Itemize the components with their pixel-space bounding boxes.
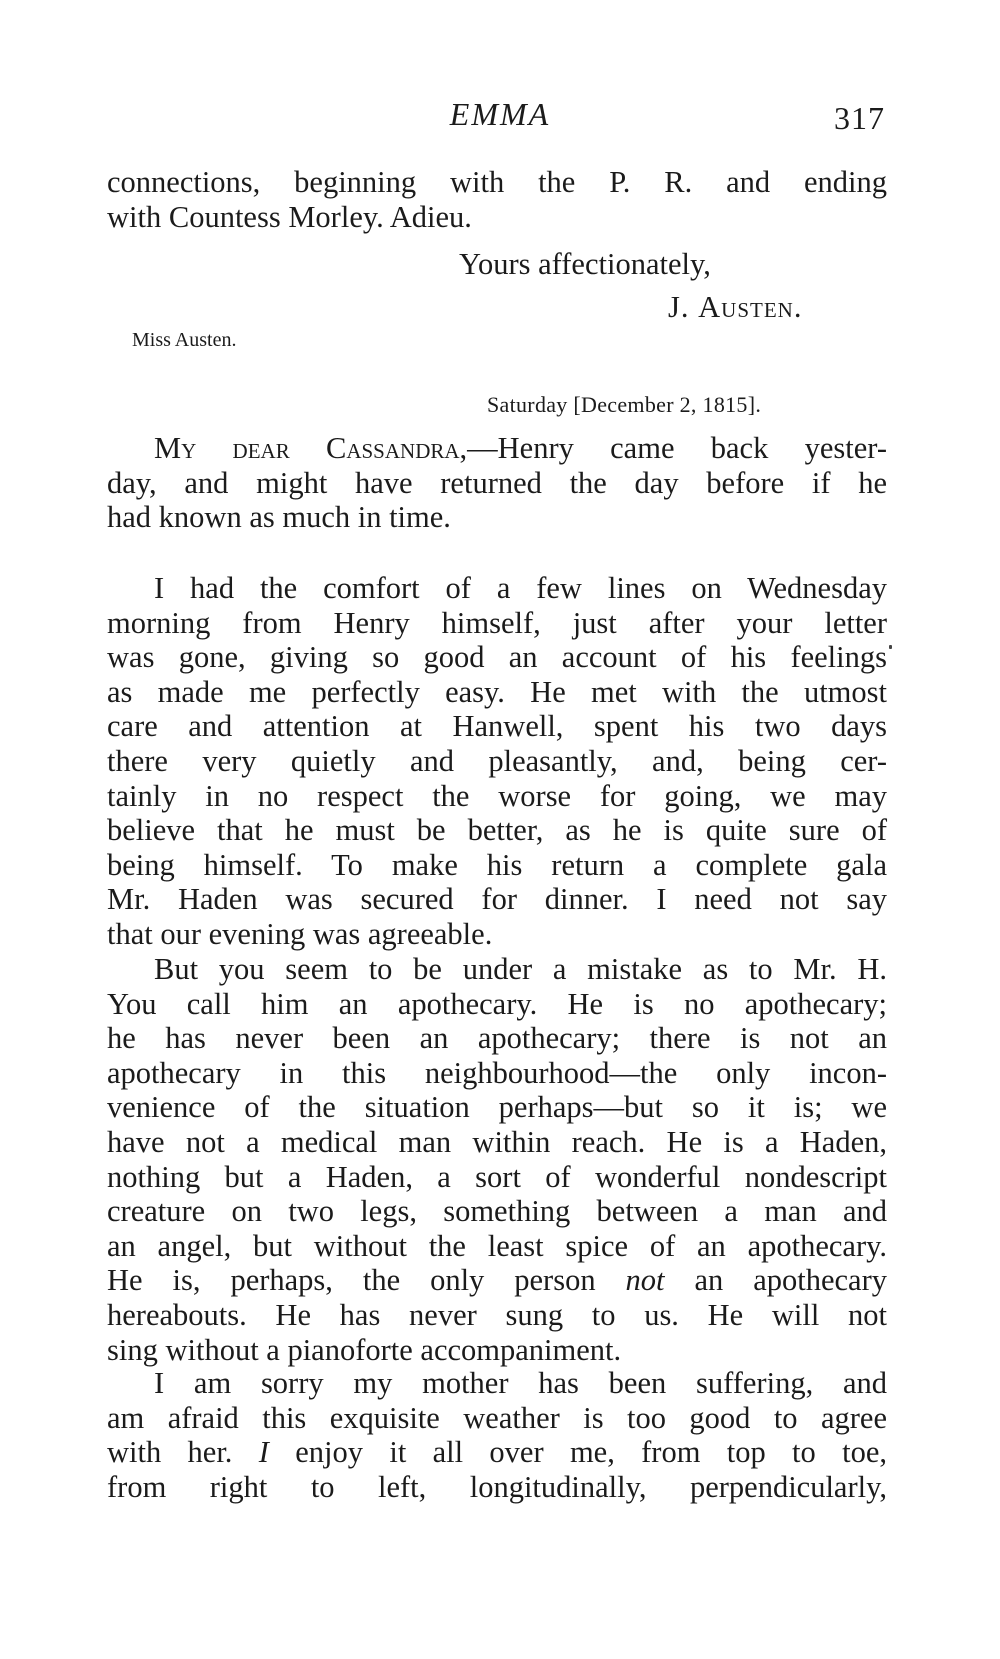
text-line: believe that he must be better, as he is quite sure of xyxy=(107,813,887,848)
text-line: as made me perfectly easy. He met with the utmost xyxy=(107,674,887,709)
text-line: from right to left, longitudinally, perpendicularly, xyxy=(107,1469,887,1504)
text-line: care and attention at Hanwell, spent his two days xyxy=(107,709,887,744)
text-fragment: an apothecary xyxy=(664,1263,887,1298)
salutation: My dear Cassandra, xyxy=(154,431,468,465)
text-line: But you seem to be under a mistake as to Mr. H. xyxy=(154,952,887,986)
text-line: nothing but a Haden, a sort of wonderful nondescript xyxy=(107,1159,887,1194)
text-fragment: He is, perhaps, the only person xyxy=(107,1263,626,1298)
letter2-paragraph-3 xyxy=(107,952,887,1367)
letter2-paragraph-1 xyxy=(107,431,887,535)
text-line: he has never been an apothecary; there is not an xyxy=(107,1021,887,1056)
letter2-paragraph-2 xyxy=(107,571,887,952)
print-speck xyxy=(889,645,892,649)
text-line: had known as much in time. xyxy=(107,500,451,535)
italic-emphasis: not xyxy=(625,1263,665,1298)
text-line: You call him an apothecary. He is no apothecary; xyxy=(107,986,887,1021)
text-line: an angel, but without the least spice of an apothecary. xyxy=(107,1228,887,1263)
letter-signature xyxy=(668,290,802,325)
letter-dateline: Saturday [December 2, 1815]. xyxy=(487,392,762,417)
text-line: creature on two legs, something between a man and xyxy=(107,1194,887,1229)
text-line: Mr. Haden was secured for dinner. I need not say xyxy=(107,882,887,917)
text-fragment: with her. xyxy=(107,1435,259,1470)
italic-emphasis: I xyxy=(258,1435,269,1470)
text-line: am afraid this exquisite weather is too good to agree xyxy=(107,1400,887,1435)
text-line: that our evening was agreeable. xyxy=(107,916,493,951)
text-line: I had the comfort of a few lines on Wednesday xyxy=(154,571,887,605)
text-line: connections, beginning with the P. R. and ending xyxy=(107,165,887,199)
text-line: with Countess Morley. Adieu. xyxy=(107,199,472,234)
text-line: have not a medical man within reach. He is a Haden, xyxy=(107,1124,887,1159)
text-line: apothecary in this neighbourhood—the only incon- xyxy=(107,1055,887,1090)
text-line: sing without a pianoforte accompaniment. xyxy=(107,1332,622,1367)
letter-closing: Yours affectionately, xyxy=(459,247,711,281)
signature-initial: J. xyxy=(668,290,699,324)
salutation-continuation: —Henry came back yester- xyxy=(467,431,887,465)
text-fragment: enjoy it all over me, from top to toe, xyxy=(268,1435,887,1470)
running-head-title: EMMA xyxy=(449,96,551,132)
letter2-paragraph-4 xyxy=(107,1366,887,1504)
text-line xyxy=(107,431,887,466)
text-line: venience of the situation perhaps—but so it is; we xyxy=(107,1090,887,1125)
text-line: being himself. To make his return a complete gala xyxy=(107,847,887,882)
text-line: I am sorry my mother has been suffering, and xyxy=(154,1366,887,1400)
text-line: morning from Henry himself, just after your letter xyxy=(107,605,887,640)
text-line: tainly in no respect the worse for going, we may xyxy=(107,778,887,813)
page-number: 317 xyxy=(834,100,885,136)
text-line xyxy=(107,1263,887,1298)
text-line: hereabouts. He has never sung to us. He will not xyxy=(107,1297,887,1332)
letter-recipient: Miss Austen. xyxy=(132,329,237,351)
text-line xyxy=(107,1435,887,1470)
signature-name: Austen. xyxy=(698,290,803,324)
text-line: day, and might have returned the day before if he xyxy=(107,465,887,500)
letter1-body xyxy=(107,165,887,234)
text-line: was gone, giving so good an account of his feelings xyxy=(107,640,887,675)
text-line: there very quietly and pleasantly, and, being cer- xyxy=(107,743,887,778)
